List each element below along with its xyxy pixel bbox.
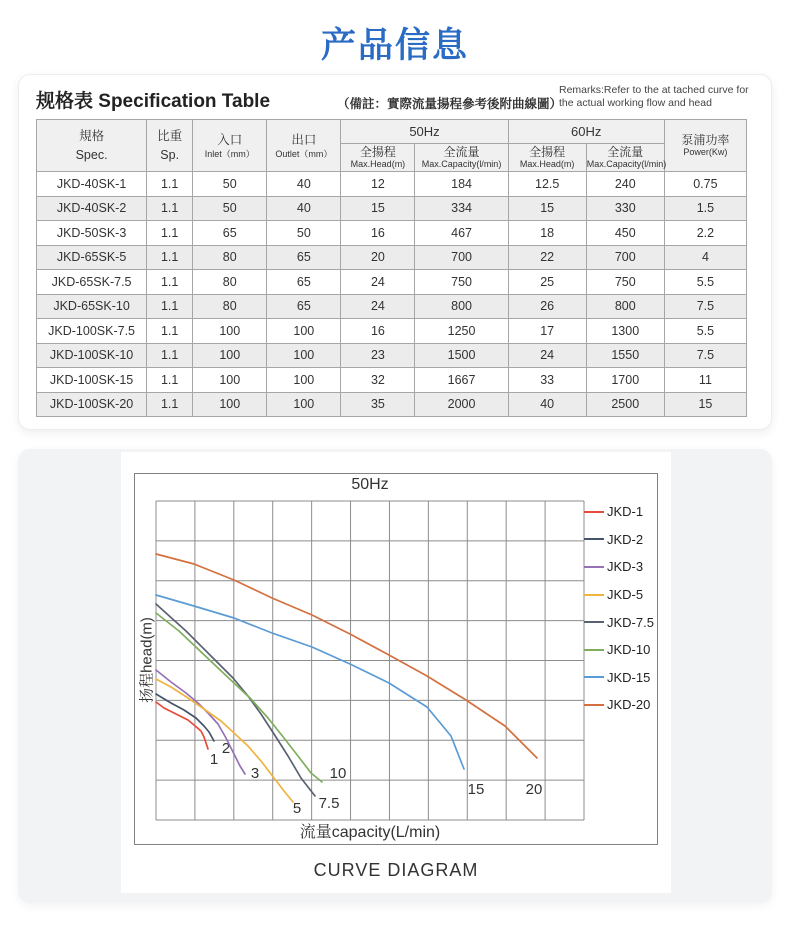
table-cell: 467 (415, 221, 508, 246)
table-cell: 16 (341, 221, 415, 246)
table-cell: 80 (193, 270, 267, 295)
table-cell: 1300 (586, 319, 664, 344)
table-cell: 800 (586, 294, 664, 319)
curve-end-label: 20 (525, 781, 543, 798)
table-cell: 1700 (586, 368, 664, 393)
table-cell: JKD-100SK-7.5 (37, 319, 147, 344)
col-header-50hz-capacity: 全流量 Max.Capacity(l/min) (415, 144, 508, 172)
legend-label: JKD-1 (607, 504, 644, 520)
legend-item (584, 553, 654, 581)
table-row (37, 172, 747, 197)
table-cell: 12.5 (508, 172, 586, 197)
table-cell: 7.5 (664, 294, 746, 319)
col-header-sp: 比重 Sp. (147, 120, 193, 172)
curve-jkd-2 (156, 694, 214, 741)
table-cell: 100 (193, 319, 267, 344)
table-cell: 80 (193, 245, 267, 270)
table-cell: 750 (415, 270, 508, 295)
table-cell: 2000 (415, 392, 508, 417)
table-cell: 0.75 (664, 172, 746, 197)
spec-table-card (18, 74, 772, 430)
table-cell: 5.5 (664, 319, 746, 344)
y-axis-label: 扬程head(m) (138, 617, 156, 703)
table-cell: 4 (664, 245, 746, 270)
table-cell: 25 (508, 270, 586, 295)
table-row (37, 245, 747, 270)
table-cell: JKD-50SK-3 (37, 221, 147, 246)
table-cell: 50 (193, 196, 267, 221)
table-cell: 65 (267, 270, 341, 295)
table-cell: 50 (267, 221, 341, 246)
table-cell: 1.1 (147, 172, 193, 197)
spec-table-note: （備註：實際流量揚程參考後附曲線圖） (337, 97, 563, 111)
table-row (37, 392, 747, 417)
table-cell: JKD-40SK-2 (37, 196, 147, 221)
pump-curves-plot (135, 474, 656, 843)
legend-label: JKD-3 (607, 559, 644, 575)
table-cell: 100 (193, 392, 267, 417)
table-cell: 26 (508, 294, 586, 319)
table-cell: 2.2 (664, 221, 746, 246)
legend-line-swatch (584, 704, 604, 706)
table-row (37, 196, 747, 221)
curve-jkd-20 (156, 554, 537, 758)
table-cell: 1.1 (147, 221, 193, 246)
table-cell: 40 (267, 172, 341, 197)
table-cell: 80 (193, 294, 267, 319)
legend-line-swatch (584, 676, 604, 678)
table-cell: 50 (193, 172, 267, 197)
spec-table-body (37, 172, 747, 417)
col-header-power: 泵浦功率 Power(Kw) (664, 120, 746, 172)
table-cell: 1550 (586, 343, 664, 368)
table-cell: JKD-65SK-10 (37, 294, 147, 319)
table-cell: 1.1 (147, 245, 193, 270)
table-cell: 23 (341, 343, 415, 368)
legend-item (584, 526, 654, 554)
table-cell: 330 (586, 196, 664, 221)
table-cell: 1.5 (664, 196, 746, 221)
curve-jkd-10 (156, 613, 322, 782)
legend-item (584, 636, 654, 664)
table-cell: JKD-65SK-5 (37, 245, 147, 270)
col-header-60hz: 60Hz (508, 120, 664, 144)
curve-end-label: 15 (467, 781, 485, 798)
table-cell: 2500 (586, 392, 664, 417)
curve-end-label: 3 (250, 765, 260, 782)
table-cell: 17 (508, 319, 586, 344)
table-cell: 35 (341, 392, 415, 417)
table-cell: 24 (508, 343, 586, 368)
table-cell: 100 (267, 368, 341, 393)
legend-label: JKD-10 (607, 642, 651, 658)
table-cell: 15 (508, 196, 586, 221)
table-cell: 1.1 (147, 368, 193, 393)
table-cell: 100 (193, 368, 267, 393)
legend-item (584, 664, 654, 692)
col-header-60hz-capacity: 全流量 Max.Capacity(l/min) (586, 144, 664, 172)
table-cell: 100 (267, 392, 341, 417)
table-cell: 1.1 (147, 319, 193, 344)
table-cell: JKD-40SK-1 (37, 172, 147, 197)
table-row (37, 221, 747, 246)
table-cell: 33 (508, 368, 586, 393)
table-row (37, 343, 747, 368)
legend-line-swatch (584, 594, 604, 596)
legend-label: JKD-5 (607, 587, 644, 603)
table-row (37, 270, 747, 295)
table-cell: 5.5 (664, 270, 746, 295)
table-cell: 1250 (415, 319, 508, 344)
legend-label: JKD-7.5 (607, 614, 654, 630)
legend-item (584, 581, 654, 609)
table-cell: 12 (341, 172, 415, 197)
curve-diagram-caption: CURVE DIAGRAM (313, 860, 479, 880)
table-cell: 100 (267, 319, 341, 344)
col-header-50hz: 50Hz (341, 120, 508, 144)
table-cell: 24 (341, 294, 415, 319)
table-cell: 334 (415, 196, 508, 221)
legend-line-swatch (584, 649, 604, 651)
table-cell: 24 (341, 270, 415, 295)
curve-diagram-card (18, 449, 772, 903)
legend-item (584, 608, 654, 636)
table-cell: 450 (586, 221, 664, 246)
col-header-outlet: 出口 Outlet（mm） (267, 120, 341, 172)
table-cell: 65 (193, 221, 267, 246)
curve-end-label: 2 (221, 740, 231, 757)
table-cell: 1.1 (147, 343, 193, 368)
spec-table-remarks: Remarks:Refer to the at tached curve for the actual working flow and head (559, 84, 749, 110)
chart-legend (584, 498, 654, 719)
table-cell: 700 (586, 245, 664, 270)
table-cell: 184 (415, 172, 508, 197)
table-cell: 700 (415, 245, 508, 270)
col-header-60hz-head: 全揚程 Max.Head(m) (508, 144, 586, 172)
table-cell: 40 (508, 392, 586, 417)
table-cell: 1.1 (147, 270, 193, 295)
table-cell: 18 (508, 221, 586, 246)
col-header-50hz-head: 全揚程 Max.Head(m) (341, 144, 415, 172)
table-cell: 100 (267, 343, 341, 368)
legend-line-swatch (584, 538, 604, 540)
table-cell: JKD-100SK-10 (37, 343, 147, 368)
table-cell: 11 (664, 368, 746, 393)
table-cell: JKD-65SK-7.5 (37, 270, 147, 295)
curve-end-label: 1 (209, 751, 219, 768)
curve-end-label: 5 (292, 800, 302, 817)
col-header-spec: 規格 Spec. (37, 120, 147, 172)
chart-title: 50Hz (351, 476, 389, 493)
x-axis-label: 流量capacity(L/min) (299, 824, 441, 841)
legend-line-swatch (584, 511, 604, 513)
table-cell: 1500 (415, 343, 508, 368)
table-cell: 32 (341, 368, 415, 393)
table-cell: 240 (586, 172, 664, 197)
table-cell: 65 (267, 245, 341, 270)
table-row (37, 319, 747, 344)
table-cell: 800 (415, 294, 508, 319)
curve-diagram-panel (121, 452, 671, 893)
legend-item (584, 498, 654, 526)
table-cell: JKD-100SK-20 (37, 392, 147, 417)
table-cell: 7.5 (664, 343, 746, 368)
table-cell: 15 (341, 196, 415, 221)
table-cell: 65 (267, 294, 341, 319)
table-cell: 40 (267, 196, 341, 221)
spec-table (36, 119, 747, 417)
legend-item (584, 691, 654, 719)
chart-box (134, 473, 658, 845)
table-row (37, 368, 747, 393)
spec-table-title: 规格表 Specification Table (36, 91, 271, 112)
table-row (37, 294, 747, 319)
table-cell: JKD-100SK-15 (37, 368, 147, 393)
table-cell: 15 (664, 392, 746, 417)
legend-label: JKD-15 (607, 669, 651, 685)
table-cell: 22 (508, 245, 586, 270)
table-cell: 20 (341, 245, 415, 270)
legend-line-swatch (584, 566, 604, 568)
page-title: 产品信息 (320, 26, 469, 65)
table-cell: 1.1 (147, 392, 193, 417)
table-cell: 1.1 (147, 196, 193, 221)
curve-end-label: 10 (329, 765, 347, 782)
table-cell: 1.1 (147, 294, 193, 319)
legend-line-swatch (584, 621, 604, 623)
curve-end-label: 7.5 (318, 795, 340, 812)
col-header-inlet: 入口 Inlet（mm） (193, 120, 267, 172)
legend-label: JKD-20 (607, 697, 651, 713)
table-cell: 16 (341, 319, 415, 344)
table-cell: 1667 (415, 368, 508, 393)
legend-label: JKD-2 (607, 531, 644, 547)
table-cell: 100 (193, 343, 267, 368)
table-cell: 750 (586, 270, 664, 295)
